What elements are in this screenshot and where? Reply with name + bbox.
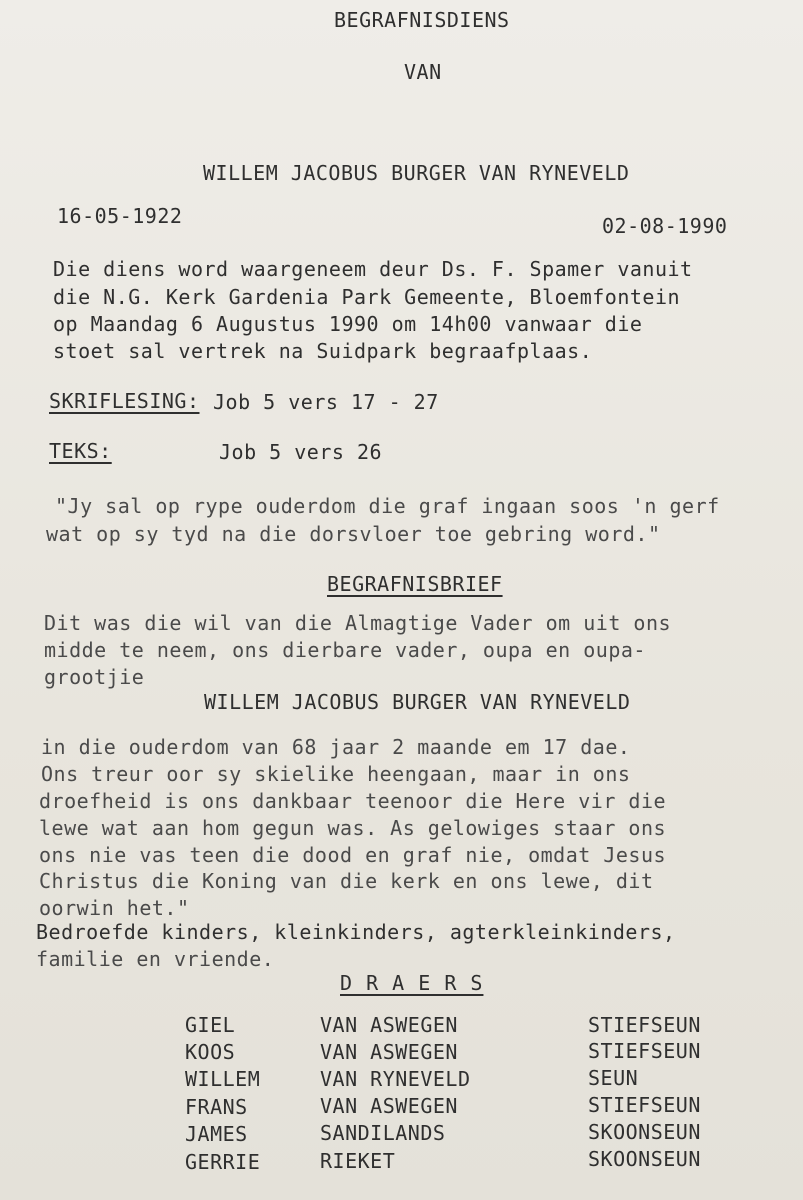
bearer-last-name: SANDILANDS bbox=[320, 1121, 446, 1145]
letter-body-line: familie en vriende. bbox=[36, 947, 275, 971]
bearer-last-name: VAN RYNEVELD bbox=[320, 1067, 471, 1091]
letter-body-line: oorwin het." bbox=[39, 896, 190, 920]
letter-intro-line: Dit was die wil van die Almagtige Vader om uit ons bbox=[44, 611, 672, 635]
bearer-first-name: GERRIE bbox=[185, 1150, 261, 1174]
letter-deceased-name: WILLEM JACOBUS BURGER VAN RYNEVELD bbox=[204, 690, 631, 714]
bearer-relation: STIEFSEUN bbox=[588, 1013, 701, 1037]
bearer-first-name: KOOS bbox=[185, 1040, 236, 1064]
letter-intro-line: midde te neem, ons dierbare vader, oupa en oupa- bbox=[44, 638, 646, 662]
service-line: die N.G. Kerk Gardenia Park Gemeente, Bloemfontein bbox=[53, 285, 681, 309]
service-line: op Maandag 6 Augustus 1990 om 14h00 vanwaar die bbox=[53, 312, 643, 336]
death-date: 02-08-1990 bbox=[602, 214, 728, 238]
header-title: BEGRAFNISDIENS bbox=[334, 8, 510, 32]
bearer-relation: SKOONSEUN bbox=[588, 1120, 701, 1144]
bearer-relation: SKOONSEUN bbox=[588, 1147, 701, 1171]
reading-value: Job 5 vers 17 - 27 bbox=[213, 390, 439, 414]
letter-heading: BEGRAFNISBRIEF bbox=[327, 572, 503, 596]
header-van: VAN bbox=[404, 60, 442, 84]
bearer-relation: STIEFSEUN bbox=[588, 1039, 701, 1063]
text-label: TEKS: bbox=[49, 439, 112, 463]
deceased-name: WILLEM JACOBUS BURGER VAN RYNEVELD bbox=[203, 161, 630, 185]
bearer-last-name: VAN ASWEGEN bbox=[320, 1094, 458, 1118]
quote-line: "Jy sal op rype ouderdom die graf ingaan soos 'n gerf bbox=[55, 494, 720, 518]
bearer-first-name: FRANS bbox=[185, 1095, 248, 1119]
birth-date: 16-05-1922 bbox=[57, 204, 183, 228]
service-line: Die diens word waargeneem deur Ds. F. Spamer vanuit bbox=[53, 257, 693, 281]
letter-body-line: Ons treur oor sy skielike heengaan, maar in ons bbox=[41, 762, 631, 786]
letter-body-line: Bedroefde kinders, kleinkinders, agterkleinkinders, bbox=[36, 920, 676, 944]
letter-intro-line: grootjie bbox=[44, 665, 145, 689]
service-line: stoet sal vertrek na Suidpark begraafplaas. bbox=[53, 339, 593, 363]
letter-body-line: ons nie vas teen die dood en graf nie, omdat Jesus bbox=[39, 843, 667, 867]
bearer-relation: SEUN bbox=[588, 1066, 639, 1090]
letter-body-line: in die ouderdom van 68 jaar 2 maande em 17 dae. bbox=[41, 735, 631, 759]
letter-body-line: lewe wat aan hom gegun was. As gelowiges staar ons bbox=[39, 816, 667, 840]
bearer-first-name: GIEL bbox=[185, 1013, 236, 1037]
bearer-relation: STIEFSEUN bbox=[588, 1093, 701, 1117]
bearer-last-name: RIEKET bbox=[320, 1149, 396, 1173]
bearer-last-name: VAN ASWEGEN bbox=[320, 1013, 458, 1037]
bearer-first-name: JAMES bbox=[185, 1122, 248, 1146]
letter-body-line: Christus die Koning van die kerk en ons lewe, dit bbox=[39, 869, 654, 893]
bearer-last-name: VAN ASWEGEN bbox=[320, 1040, 458, 1064]
bearer-first-name: WILLEM bbox=[185, 1067, 261, 1091]
bearers-heading: D R A E R S bbox=[340, 971, 484, 995]
letter-body-line: droefheid is ons dankbaar teenoor die Here vir die bbox=[39, 789, 667, 813]
text-value: Job 5 vers 26 bbox=[219, 440, 383, 464]
quote-line: wat op sy tyd na die dorsvloer toe gebring word." bbox=[46, 522, 661, 546]
reading-label: SKRIFLESING: bbox=[49, 389, 200, 413]
